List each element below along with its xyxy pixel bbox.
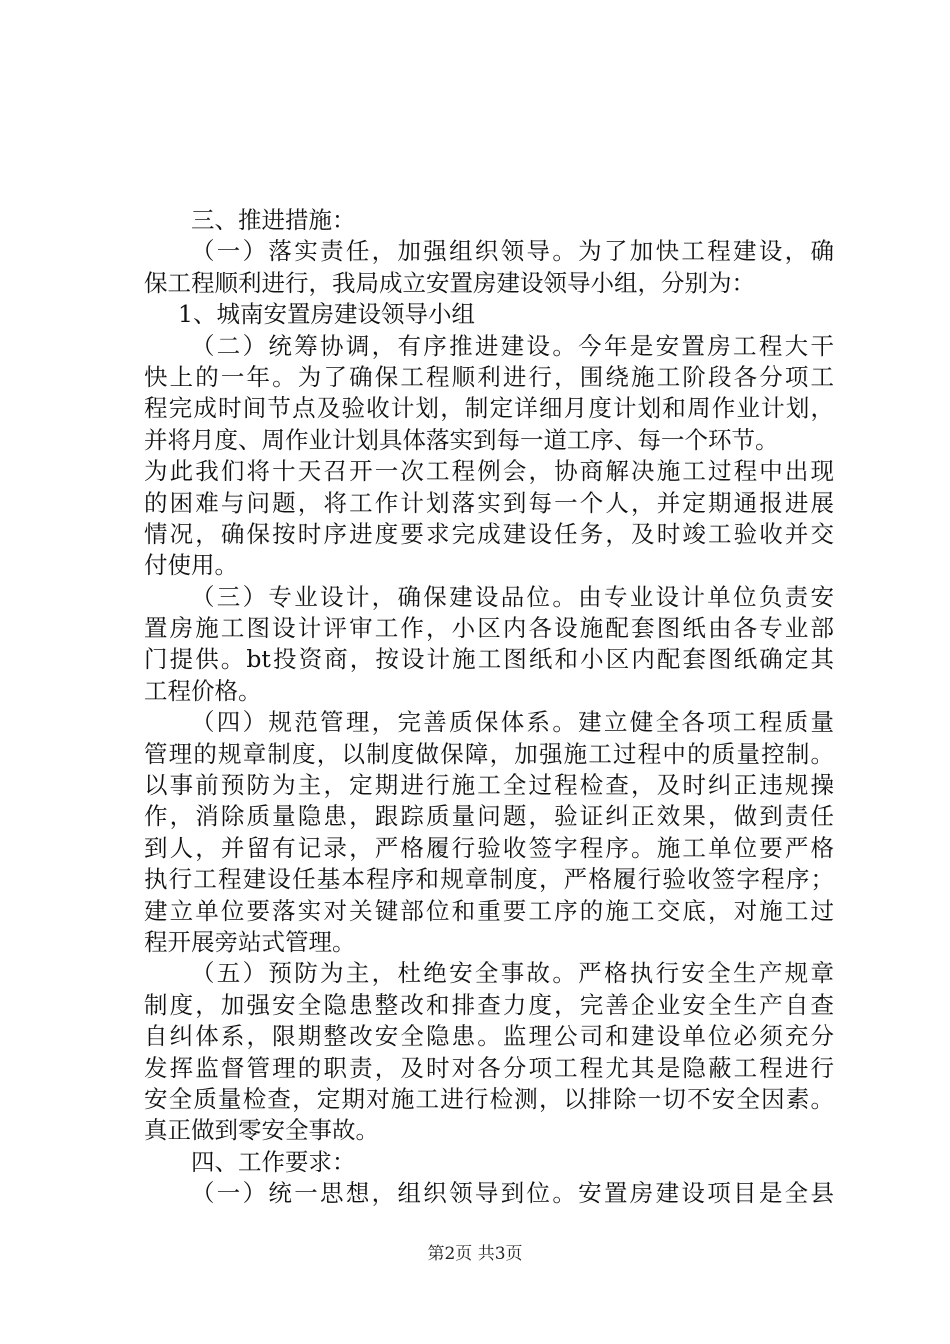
text-line: 快上的一年。为了确保工程顺利进行，围绕施工阶段各分项工 xyxy=(144,362,834,391)
document-body xyxy=(144,205,834,1210)
text-line: 程开展旁站式管理。 xyxy=(144,927,356,956)
text-line: 作，消除质量隐患，跟踪质量问题，验证纠正效果，做到责任 xyxy=(144,802,834,831)
text-line: （四）规范管理，完善质保体系。建立健全各项工程质量 xyxy=(191,708,834,737)
text-line: 并将月度、周作业计划具体落实到每一道工序、每一个环节。 xyxy=(144,425,779,454)
text-line: 置房施工图设计评审工作，小区内各设施配套图纸由各专业部 xyxy=(144,614,834,643)
text-line: 门提供。bt投资商，按设计施工图纸和小区内配套图纸确定其 xyxy=(144,645,834,674)
text-line: 程完成时间节点及验收计划，制定详细月度计划和周作业计划， xyxy=(144,394,834,423)
text-line: 四、工作要求： xyxy=(191,1147,356,1176)
text-line: 建立单位要落实对关键部位和重要工序的施工交底，对施工过 xyxy=(144,896,834,925)
text-line: 管理的规章制度，以制度做保障，加强施工过程中的质量控制。 xyxy=(144,739,834,768)
text-line: 安全质量检查，定期对施工进行检测，以排除一切不安全因素。 xyxy=(144,1084,834,1113)
text-line: 情况，确保按时序进度要求完成建设任务，及时竣工验收并交 xyxy=(144,519,834,548)
text-line: 保工程顺利进行，我局成立安置房建设领导小组，分别为： xyxy=(144,268,755,297)
text-line: （三）专业设计，确保建设品位。由专业设计单位负责安 xyxy=(191,582,834,611)
text-line: （一）统一思想，组织领导到位。安置房建设项目是全县 xyxy=(191,1179,834,1208)
text-line: 执行工程建设任基本程序和规章制度，严格履行验收签字程序； xyxy=(144,865,834,894)
text-line: 发挥监督管理的职责，及时对各分项工程尤其是隐蔽工程进行 xyxy=(144,1053,834,1082)
text-line: 付使用。 xyxy=(144,551,238,580)
text-line: 以事前预防为主，定期进行施工全过程检查，及时纠正违规操 xyxy=(144,771,834,800)
text-line: 为此我们将十天召开一次工程例会，协商解决施工过程中出现 xyxy=(144,457,834,486)
text-line: （五）预防为主，杜绝安全事故。严格执行安全生产规章 xyxy=(191,959,834,988)
text-line: 自纠体系，限期整改安全隐患。监理公司和建设单位必须充分 xyxy=(144,1022,834,1051)
text-line: 工程价格。 xyxy=(144,676,262,705)
text-line: （一）落实责任，加强组织领导。为了加快工程建设，确 xyxy=(191,237,834,266)
text-line: 到人，并留有记录，严格履行验收签字程序。施工单位要严格 xyxy=(144,833,834,862)
text-line: 制度，加强安全隐患整改和排查力度，完善企业安全生产自查 xyxy=(144,990,834,1019)
text-line: 三、推进措施： xyxy=(191,206,356,234)
text-line: 真正做到零安全事故。 xyxy=(144,1116,379,1145)
text-line: 的困难与问题，将工作计划落实到每一个人，并定期通报进展 xyxy=(144,488,834,517)
text-line: 1、城南安置房建设领导小组 xyxy=(178,300,475,329)
text-line: （二）统筹协调，有序推进建设。今年是安置房工程大干 xyxy=(191,331,834,360)
page-footer: 第2页 共3页 xyxy=(427,1244,523,1264)
